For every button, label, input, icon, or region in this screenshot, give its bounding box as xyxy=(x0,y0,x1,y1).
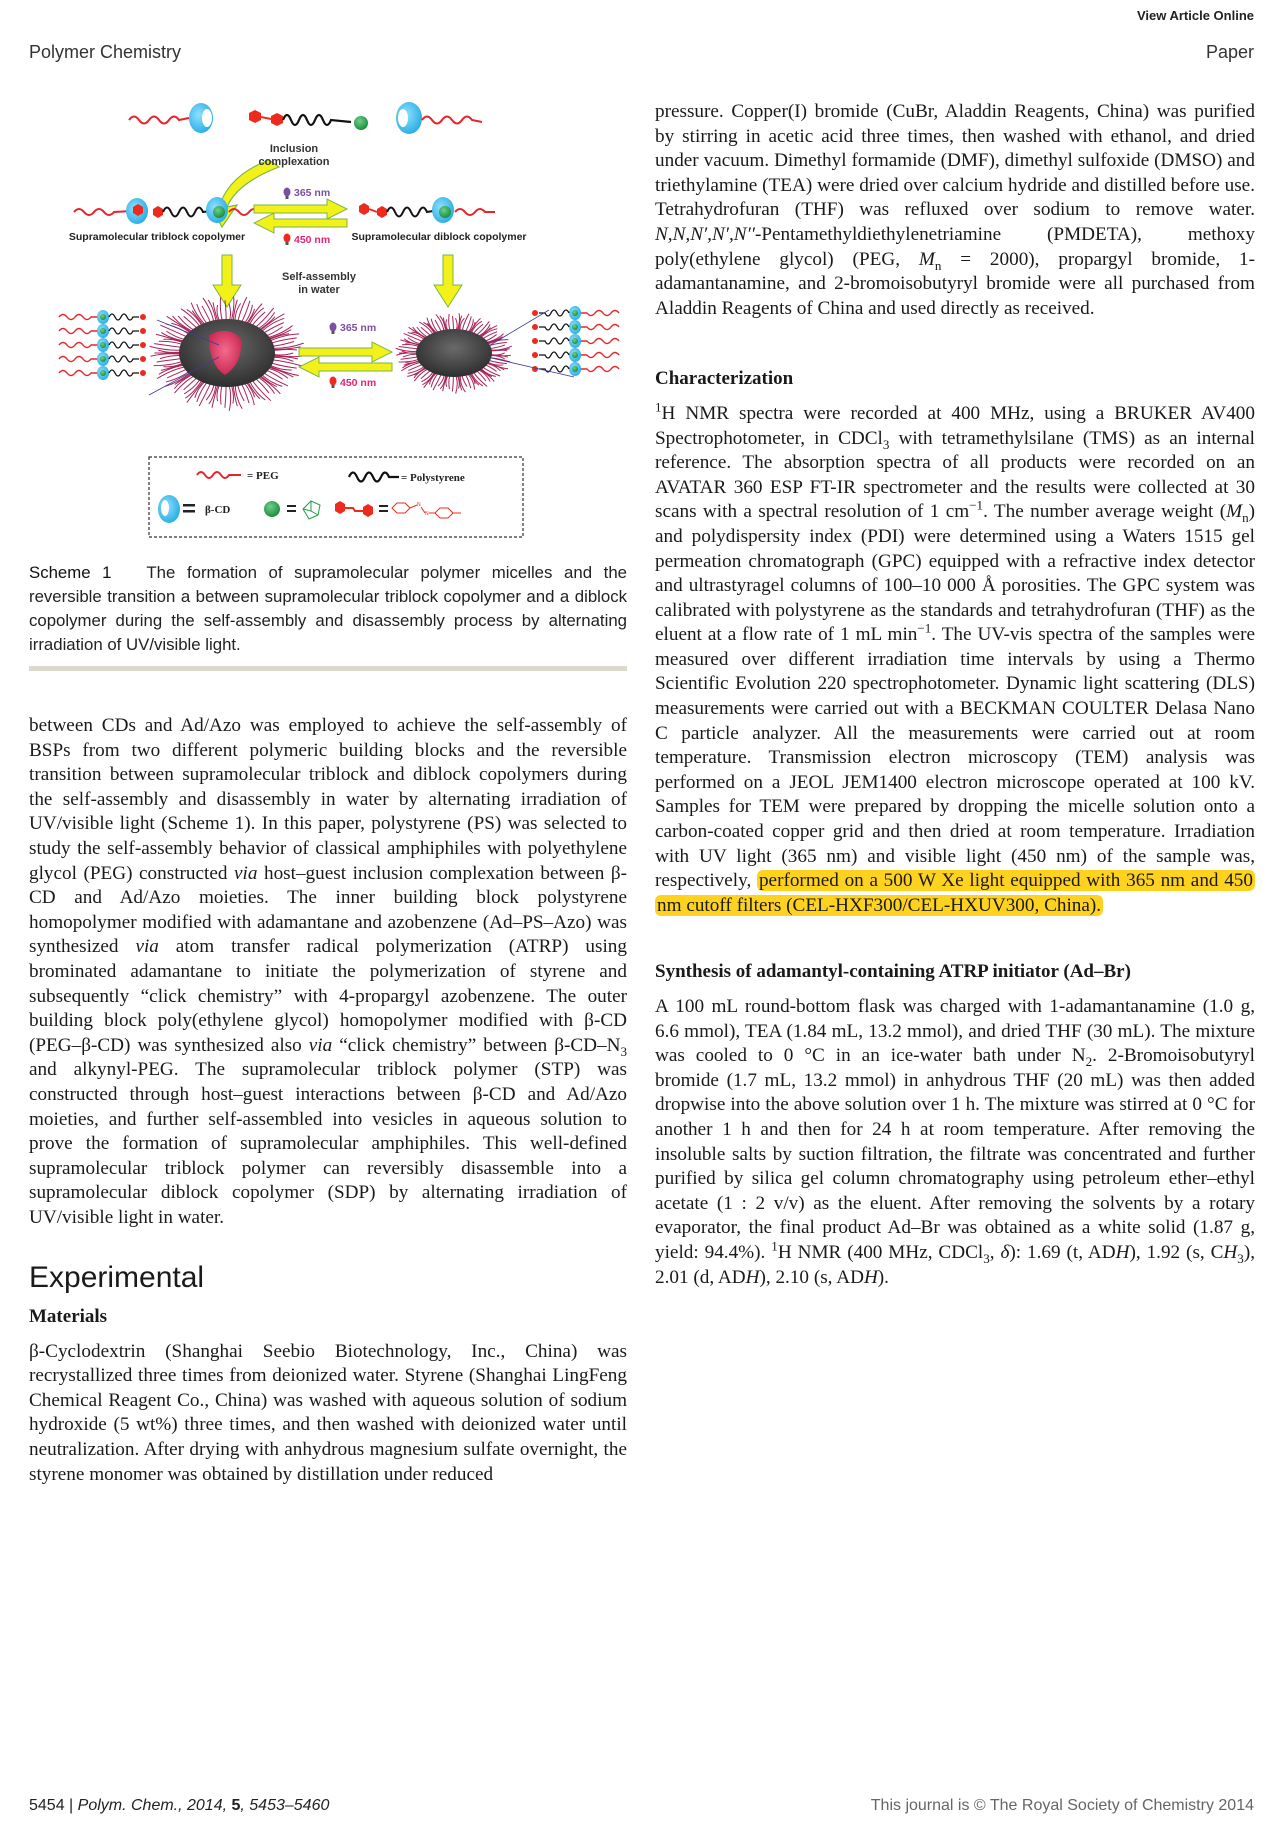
polystyrene-chain xyxy=(109,328,139,334)
azobenzene xyxy=(140,356,146,362)
azobenzene xyxy=(140,342,146,348)
page-number: 5454 xyxy=(29,1797,65,1814)
characterization-paragraph: $^1$H NMR spectra were recorded at 400 MHz, using a BRUKER AV400 Spectrophotometer, in CDCl$_3$ with tetramethylsilane (TMS) as an internal reference. The absorption spectra of all products were recorded on an AVATAR 360 ESP FT-IR spectrometer and the results were collected at 30 scans with a spectral resolution of 1 $cm^{-1}$. The number average weight $(M_n)$ and polydispersity index (PDI) were determined using a Waters 1515 gel permeation chromatograph (GPC) equipped with a refractive index detector and ultrastyragel columns of 100–10 000 Å porosities. The GPC system was calibrated with polystyrene as the standards and tetrahydrofuran (THF) as the eluent at a flow rate of 1 mL $\min^{-1}$. The UV-vis spectra of the samples were measured over different irradiation time intervals by using a Thermo Scientific Evolution 220 spectrophotometer. Dynamic light scattering (DLS) measurements were carried out with a BECKMAN COULTER Delasa Nano C particle analyzer. All the measurements were carried out at room temperature. Transmission electron microscopy (TEM) analysis was performed on a JEOL JEM1400 electron microscope operated at 100 kV. Samples for TEM were prepared by dropping the micelle solution onto a carbon-coated copper grid and then dried at room temperature. Irradiation with UV light (365 nm) and visible light (450 nm) of the sample was, respectively, performed on a 500 W Xe light equipped with 365 nm and 450 nm cutoff filters (CEL-HXF300/CEL-HXUV300, China). xyxy=(655,399,1255,916)
materials-continued-paragraph: pressure. Copper(I) bromide (CuBr, Aladdin Reagents, China) was purified by stirring in acetic acid three times, then washed with ethanol, and dried under vacuum. Dimethyl formamide (DMF), dimethyl sulfoxide (DMSO) and triethylamine (TEA) were dried over calcium hydride and distilled before use. Tetrahydrofuran (THF) was refluxed over sodium to remove water. N,N,N′,N′,N′′-Pentamethyldiethylenetriamine (PMDETA), methoxy poly(ethylene glycol) (PEG, $M_n = 2000$), propargyl bromide, 1-adamantanamine, and 2-bromoisobutyryl bromide were all purchased from Aladdin Reagents of China and used directly as received. xyxy=(655,101,1256,319)
subheading-synthesis-ad-br: Synthesis of adamantyl-containing ATRP initiator (Ad–Br) xyxy=(655,961,1131,983)
legend-bcd: β-CD xyxy=(205,504,231,516)
scheme-legend xyxy=(149,457,523,537)
down-arrow-left xyxy=(213,255,241,307)
polystyrene-chain xyxy=(539,352,569,358)
label-triblock: Supramolecular triblock copolymer xyxy=(68,231,246,243)
adamantane xyxy=(572,310,578,316)
chain-bundle-left xyxy=(59,310,146,380)
adamantane xyxy=(572,352,578,358)
peg-chain xyxy=(579,339,619,344)
peg-chain xyxy=(59,357,99,362)
equilibrium-arrows-top xyxy=(254,199,347,233)
svg-text:N: N xyxy=(417,502,421,508)
label-inclusion: Inclusion xyxy=(269,143,319,155)
chain-bundle-right xyxy=(532,306,619,376)
section-heading-experimental: Experimental xyxy=(29,1261,205,1295)
synthesis-paragraph: A 100 mL round-bottom flask was charged with 1-adamantanamine (1.0 g, 6.6 mmol), TEA (1.84 mL, 13.2 mmol), and dried THF (30 mL). The mixture was cooled to 0 °C in an ice-water bath under $N_2$. 2-Bromoisobutyryl bromide (1.7 mL, 13.2 mmol) in anhydrous THF (20 mL) was then added dropwise into the above solution over 1 h. The mixture was stirred at 0 °C for another 1 h and then for 24 h at room temperature. After removing the insoluble salts by suction filtration, the filtrate was concentrated and further purified by silica gel column chromatography using petroleum ether–ethyl acetate (1 : 2 v/v) as the eluent. After removing the solvents by a rotary evaporator, the final product Ad–Br was obtained as a white solid (1.87 g, yield: 94.4%). $^1$H NMR (400 MHz, CDCl$_3$, δ): 1.69 (t, ADH), 1.92 (s, $CH_3$), 2.01 (d, ADH), 2.10 (s, ADH). xyxy=(655,996,1256,1288)
label-in-water: in water xyxy=(298,284,340,296)
highlighted-text[interactable]: performed on a 500 W Xe light equipped with 365 nm and 450 nm cutoff filters (CEL-HXF300/CEL-HXUV300, China). xyxy=(657,870,1253,916)
polystyrene-chain xyxy=(109,342,139,348)
label-complexation: complexation xyxy=(258,156,330,168)
caption-text: The formation of supramolecular polymer micelles and the reversible transition a between supramolecular triblock copolymer and a diblock copolymer during the self-assembly and disassembly process by alternating irradiation of UV/visible light. xyxy=(29,563,627,654)
azobenzene xyxy=(140,328,146,334)
intro-paragraph: between CDs and Ad/Azo was employed to achieve the self-assembly of BSPs from two different polymeric building blocks and the reversible transition between supramolecular triblock and diblock copolymers during the self-assembly and disassembly in water by alternating irradiation of UV/visible light (Scheme 1). In this paper, polystyrene (PS) was selected to study the self-assembly behavior of classical amphiphiles with polyethylene glycol (PEG) constructed via host–guest inclusion complexation between β-CD and Ad/Azo moieties. The inner building block polystyrene homopolymer modified with adamantane and azobenzene (Ad–PS–Azo) was synthesized via atom transfer radical polymerization (ATRP) using brominated adamantane to initiate the polymerization of styrene and subsequently “click chemistry” with 4-propargyl azobenzene. The outer building block poly(ethylene glycol) homopolymer modified with β-CD (PEG–β-CD) was synthesized also via “click chemistry” between $\beta-CD-N_3$ and alkynyl-PEG. The supramolecular triblock polymer (STP) was constructed through host–guest interactions between β-CD and Ad/Azo moieties, and further self-assembled into vesicles in aqueous solution to prove the formation of supramolecular amphiphiles. This well-defined supramolecular triblock polymer can reversibly disassemble into a supramolecular diblock copolymer (SDP) by alternating irradiation of UV/visible light in water. xyxy=(29,715,628,1228)
peg-chain xyxy=(579,311,619,316)
citation-volume: 5 xyxy=(231,1797,241,1814)
caption-divider xyxy=(29,666,627,671)
adamantane xyxy=(100,356,106,362)
peg-chain xyxy=(59,343,99,348)
azobenzene-structure-icon xyxy=(392,502,461,518)
footer-citation: 5454 | Polym. Chem., 2014, 5, 5453–5460 xyxy=(29,1797,330,1814)
legend-peg: = PEG xyxy=(247,470,279,482)
adamantane xyxy=(572,324,578,330)
materials-paragraph: β-Cyclodextrin (Shanghai Seebio Biotechnology, Inc., China) was recrystallized three times from deionized water. Styrene (Shanghai LingFeng Chemical Reagent Co., China) was washed with aqueous solution of sodium hydroxide (5 wt%) three times, and then washed with deionized water until neutralization. After drying with anhydrous magnesium sulfate overnight, the styrene monomer was obtained by distillation under reduced xyxy=(29,1340,627,1485)
label-450nm-bottom: 450 nm xyxy=(340,377,377,389)
peg-bcd-left xyxy=(129,103,213,133)
diblock-copolymer xyxy=(359,197,495,223)
caption-label: Scheme 1 xyxy=(29,563,112,582)
ad-ps-azo-chain xyxy=(249,110,368,130)
peg-chain xyxy=(59,315,99,320)
label-365nm-top: 365 nm xyxy=(294,187,331,199)
bcd-peg-right xyxy=(396,102,482,134)
left-column xyxy=(29,714,627,1487)
micelle-right xyxy=(396,313,512,393)
uv-bulb-icon xyxy=(330,323,337,335)
triblock-copolymer xyxy=(74,197,269,224)
adamantane-structure-icon xyxy=(303,501,320,519)
polystyrene-chain xyxy=(109,370,139,376)
azobenzene xyxy=(140,314,146,320)
micelle-left xyxy=(150,296,304,411)
azobenzene xyxy=(532,352,538,358)
azobenzene xyxy=(532,310,538,316)
peg-chain xyxy=(59,371,99,376)
article-type: Paper xyxy=(1205,42,1254,62)
svg-text:N: N xyxy=(425,511,429,517)
label-self-assembly: Self-assembly xyxy=(282,271,356,283)
scheme-1-figure xyxy=(29,95,627,545)
footer-copyright: This journal is © The Royal Society of Chemistry 2014 xyxy=(870,1797,1254,1814)
label-450nm-top: 450 nm xyxy=(294,234,331,246)
adamantane xyxy=(100,314,106,320)
azobenzene xyxy=(532,324,538,330)
equilibrium-arrows-bottom xyxy=(299,342,392,377)
subheading-materials: Materials xyxy=(29,1306,108,1328)
polystyrene-chain xyxy=(539,366,569,372)
adamantane xyxy=(100,328,106,334)
adamantane xyxy=(100,370,106,376)
polystyrene-chain xyxy=(539,324,569,330)
polystyrene-chain xyxy=(109,314,139,320)
peg-chain xyxy=(579,353,619,358)
subheading-characterization: Characterization xyxy=(655,368,794,390)
label-365nm-bottom: 365 nm xyxy=(340,322,377,334)
legend-polystyrene: = Polystyrene xyxy=(401,472,465,484)
view-article-online-link[interactable]: View Article Online xyxy=(1136,8,1254,23)
azobenzene xyxy=(532,338,538,344)
right-column xyxy=(655,100,1255,1290)
adamantane xyxy=(100,342,106,348)
polystyrene-chain xyxy=(109,356,139,362)
visible-bulb-icon xyxy=(330,377,337,389)
peg-chain xyxy=(59,329,99,334)
visible-bulb-icon xyxy=(284,234,291,246)
down-arrow-right xyxy=(434,255,462,307)
adamantane xyxy=(572,366,578,372)
azobenzene xyxy=(140,370,146,376)
azobenzene xyxy=(532,366,538,372)
journal-name: Polymer Chemistry xyxy=(29,42,182,62)
adamantane xyxy=(572,338,578,344)
label-diblock: Supramolecular diblock copolymer xyxy=(351,231,527,243)
peg-chain xyxy=(579,367,619,372)
polystyrene-chain xyxy=(539,338,569,344)
peg-chain xyxy=(579,325,619,330)
scheme-caption xyxy=(29,561,627,657)
citation-journal: Polym. Chem. xyxy=(77,1797,179,1814)
uv-bulb-icon xyxy=(284,188,291,200)
